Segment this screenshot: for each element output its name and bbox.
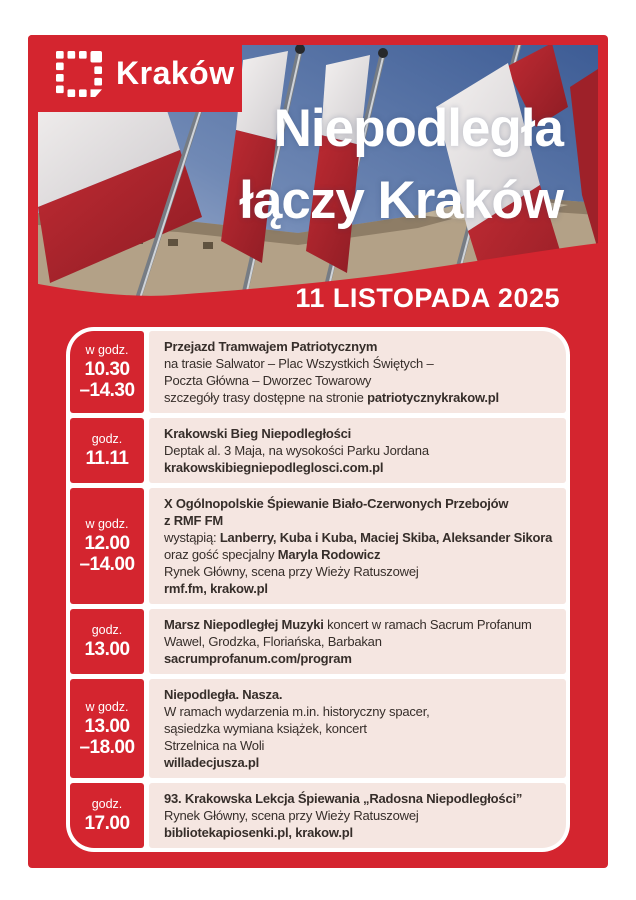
event-time-prefix: w godz.: [85, 699, 129, 714]
event-time-value: 12.00: [84, 533, 130, 554]
event-row: [70, 679, 566, 778]
event-time-value: 10.30: [84, 359, 130, 380]
event-time-prefix: godz.: [91, 623, 123, 637]
event-text-line: Deptak al. 3 Maja, na wysokości Parku Jordana: [164, 443, 429, 458]
event-time-value: –14.00: [79, 554, 135, 575]
date-banner: 11 LISTOPADA 2025: [295, 283, 560, 313]
event-description: [149, 331, 566, 413]
event-text-line: Rynek Główny, scena przy Wieży Ratuszowej: [164, 564, 419, 579]
hero-title-line1: Niepodległa: [273, 99, 563, 158]
event-text-line: na trasie Salwator – Plac Wszystkich Świętych –: [164, 356, 434, 371]
event-description: [149, 783, 566, 848]
event-text-line: Niepodległa. Nasza.: [164, 687, 283, 702]
event-time-box: [70, 609, 144, 674]
event-time-prefix: w godz.: [85, 343, 129, 357]
event-text-line: Poczta Główna – Dworzec Towarowy: [164, 373, 372, 388]
event-text-line: krakowskibiegniepodleglosci.com.pl: [164, 460, 384, 475]
event-time-box: [70, 331, 144, 413]
event-text-line: wystąpią: Lanberry, Kuba i Kuba, Maciej Skiba, Aleksander Sikora: [164, 530, 553, 545]
event-text-line: oraz gość specjalny Maryla Rodowicz: [164, 547, 381, 562]
event-description: [149, 679, 566, 778]
event-text-line: W ramach wydarzenia m.in. historyczny spacer,: [164, 704, 430, 719]
event-time-box: [70, 679, 144, 778]
event-time-value: 13.00: [84, 639, 130, 660]
event-row: [70, 418, 566, 483]
event-time-value: 17.00: [84, 813, 130, 834]
hero-title-line2: łączy Kraków: [239, 171, 563, 230]
event-text-line: Marsz Niepodległej Muzyki koncert w ramach Sacrum Profanum: [164, 617, 532, 632]
event-text-line: 93. Krakowska Lekcja Śpiewania „Radosna Niepodległości”: [164, 791, 523, 806]
hero-title: [239, 93, 563, 237]
event-time-prefix: godz.: [91, 432, 123, 446]
event-description: [149, 488, 566, 604]
event-text-line: willadecjusza.pl: [164, 755, 260, 770]
event-row: [70, 488, 566, 604]
event-text-line: z RMF FM: [164, 513, 224, 528]
event-time-box: [70, 488, 144, 604]
event-text-line: Przejazd Tramwajem Patriotycznym: [164, 339, 378, 354]
event-row: [70, 609, 566, 674]
event-time-box: [70, 783, 144, 848]
event-time-prefix: w godz.: [85, 517, 129, 531]
event-text-line: Strzelnica na Woli: [164, 738, 265, 753]
event-time-value: 11.11: [85, 448, 129, 469]
event-text-line: Rynek Główny, scena przy Wieży Ratuszowej: [164, 808, 419, 823]
event-text-line: szczegóły trasy dostępne na stronie patriotycznykrakow.pl: [164, 390, 499, 405]
event-description: [149, 418, 566, 483]
logo-text: Kraków: [116, 55, 235, 91]
event-time-value: –14.30: [79, 380, 135, 401]
event-text-line: sacrumprofanum.com/program: [164, 651, 352, 666]
event-time-value: –18.00: [79, 736, 135, 758]
events-list: [66, 327, 570, 852]
event-poster: [28, 35, 608, 868]
event-row: [70, 783, 566, 848]
event-text-line: bibliotekapiosenki.pl, krakow.pl: [164, 825, 353, 840]
event-text-line: rmf.fm, krakow.pl: [164, 581, 268, 596]
event-text-line: X Ogólnopolskie Śpiewanie Biało-Czerwonych Przebojów: [164, 496, 509, 511]
event-text-line: Wawel, Grodzka, Floriańska, Barbakan: [164, 634, 382, 649]
event-time-value: 13.00: [84, 715, 130, 737]
event-text-line: sąsiedzka wymiana książek, koncert: [164, 721, 367, 736]
event-time-box: [70, 418, 144, 483]
event-row: [70, 331, 566, 413]
event-text-line: Krakowski Bieg Niepodległości: [164, 426, 352, 441]
event-time-prefix: godz.: [91, 797, 123, 811]
event-description: [149, 609, 566, 674]
logo-plate: [28, 35, 242, 112]
krakow-logo-icon: [56, 51, 102, 97]
